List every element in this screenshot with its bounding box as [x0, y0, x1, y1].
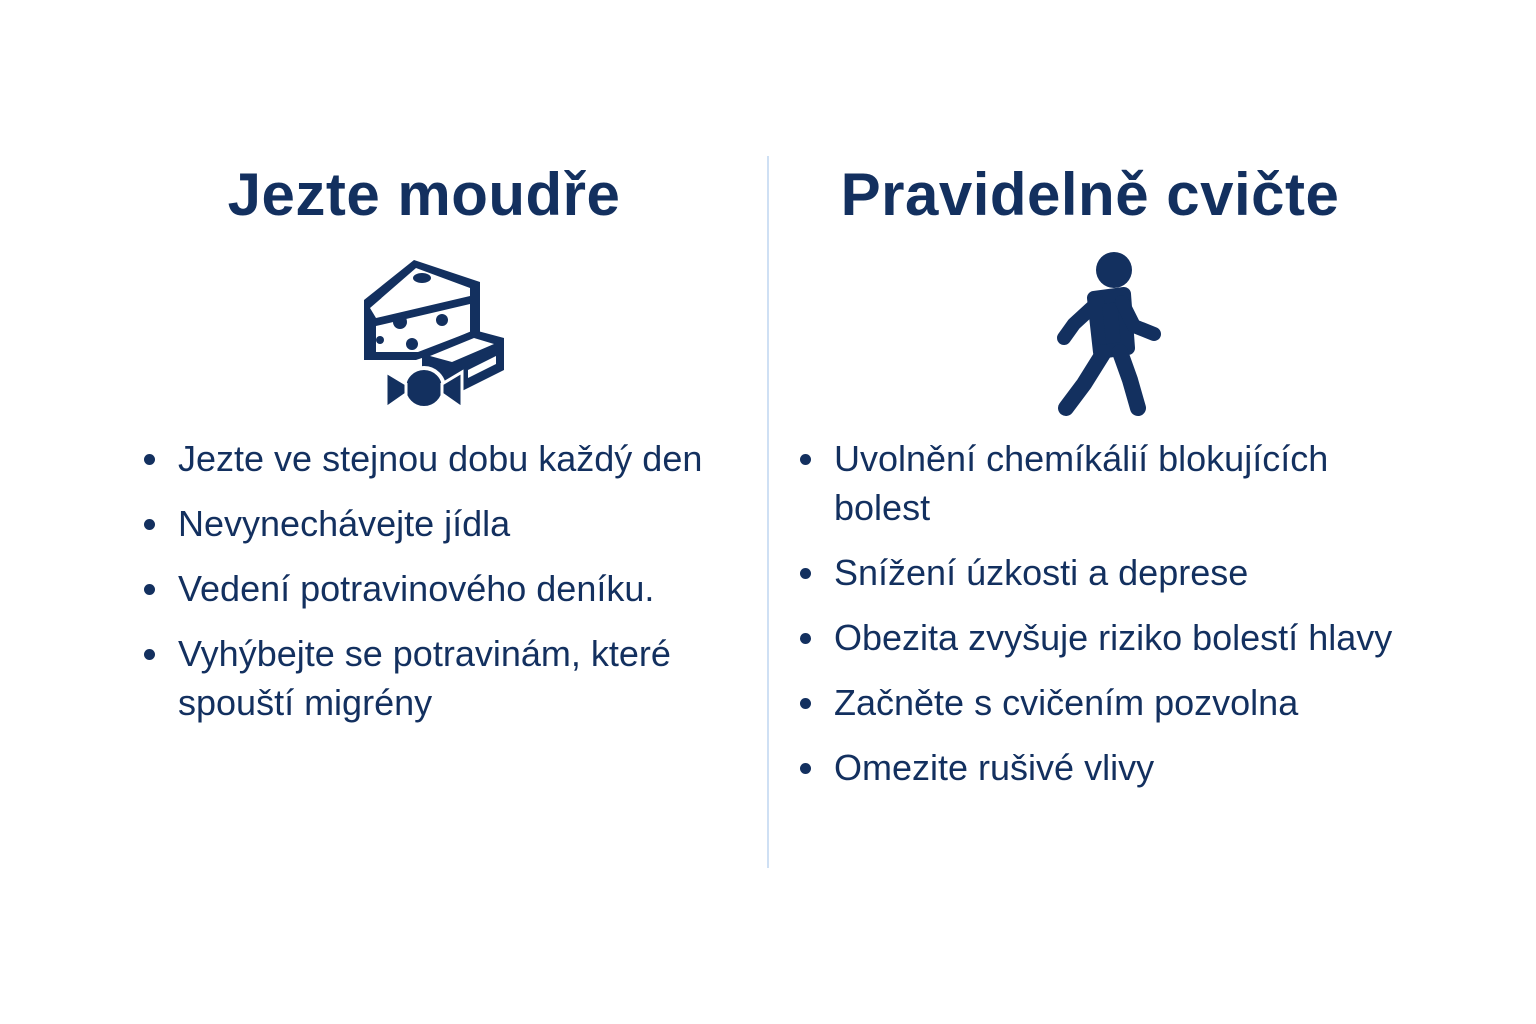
eat-wisely-list: [140, 434, 765, 743]
list-item-text: Vedení potravinového deníku.: [178, 568, 655, 609]
list-item-text: Začněte s cvičením pozvolna: [834, 682, 1299, 723]
column-divider: [767, 156, 769, 868]
list-item: [796, 743, 1396, 792]
list-item-text: Vyhýbejte se potravinám, které spouští migrény: [178, 633, 671, 723]
list-item: [796, 613, 1396, 662]
bullet-icon: [800, 568, 811, 579]
list-item: [796, 434, 1396, 532]
bullet-icon: [144, 519, 155, 530]
list-item-text: Jezte ve stejnou dobu každý den: [178, 438, 703, 479]
bullet-icon: [144, 649, 155, 660]
list-item: [796, 548, 1396, 597]
list-item-text: Obezita zvyšuje riziko bolestí hlavy: [834, 617, 1393, 658]
list-item: [140, 434, 765, 483]
cheese-candy-icon: [356, 252, 508, 412]
bullet-icon: [800, 763, 811, 774]
walking-person-icon: [1048, 248, 1164, 418]
bullet-icon: [144, 584, 155, 595]
bullet-icon: [800, 633, 811, 644]
list-item: [796, 678, 1396, 727]
exercise-list: [796, 434, 1396, 808]
list-item: [140, 629, 765, 727]
bullet-icon: [800, 454, 811, 465]
list-item-text: Nevynechávejte jídla: [178, 503, 511, 544]
list-item: [140, 564, 765, 613]
heading-exercise: Pravidelně cvičte: [840, 161, 1340, 228]
list-item-text: Snížení úzkosti a deprese: [834, 552, 1249, 593]
list-item: [140, 499, 765, 548]
bullet-icon: [144, 454, 155, 465]
bullet-icon: [800, 698, 811, 709]
list-item-text: Uvolnění chemíkálií blokujících bolest: [834, 438, 1329, 528]
list-item-text: Omezite rušivé vlivy: [834, 747, 1155, 788]
heading-eat-wisely: Jezte moudře: [227, 161, 621, 228]
